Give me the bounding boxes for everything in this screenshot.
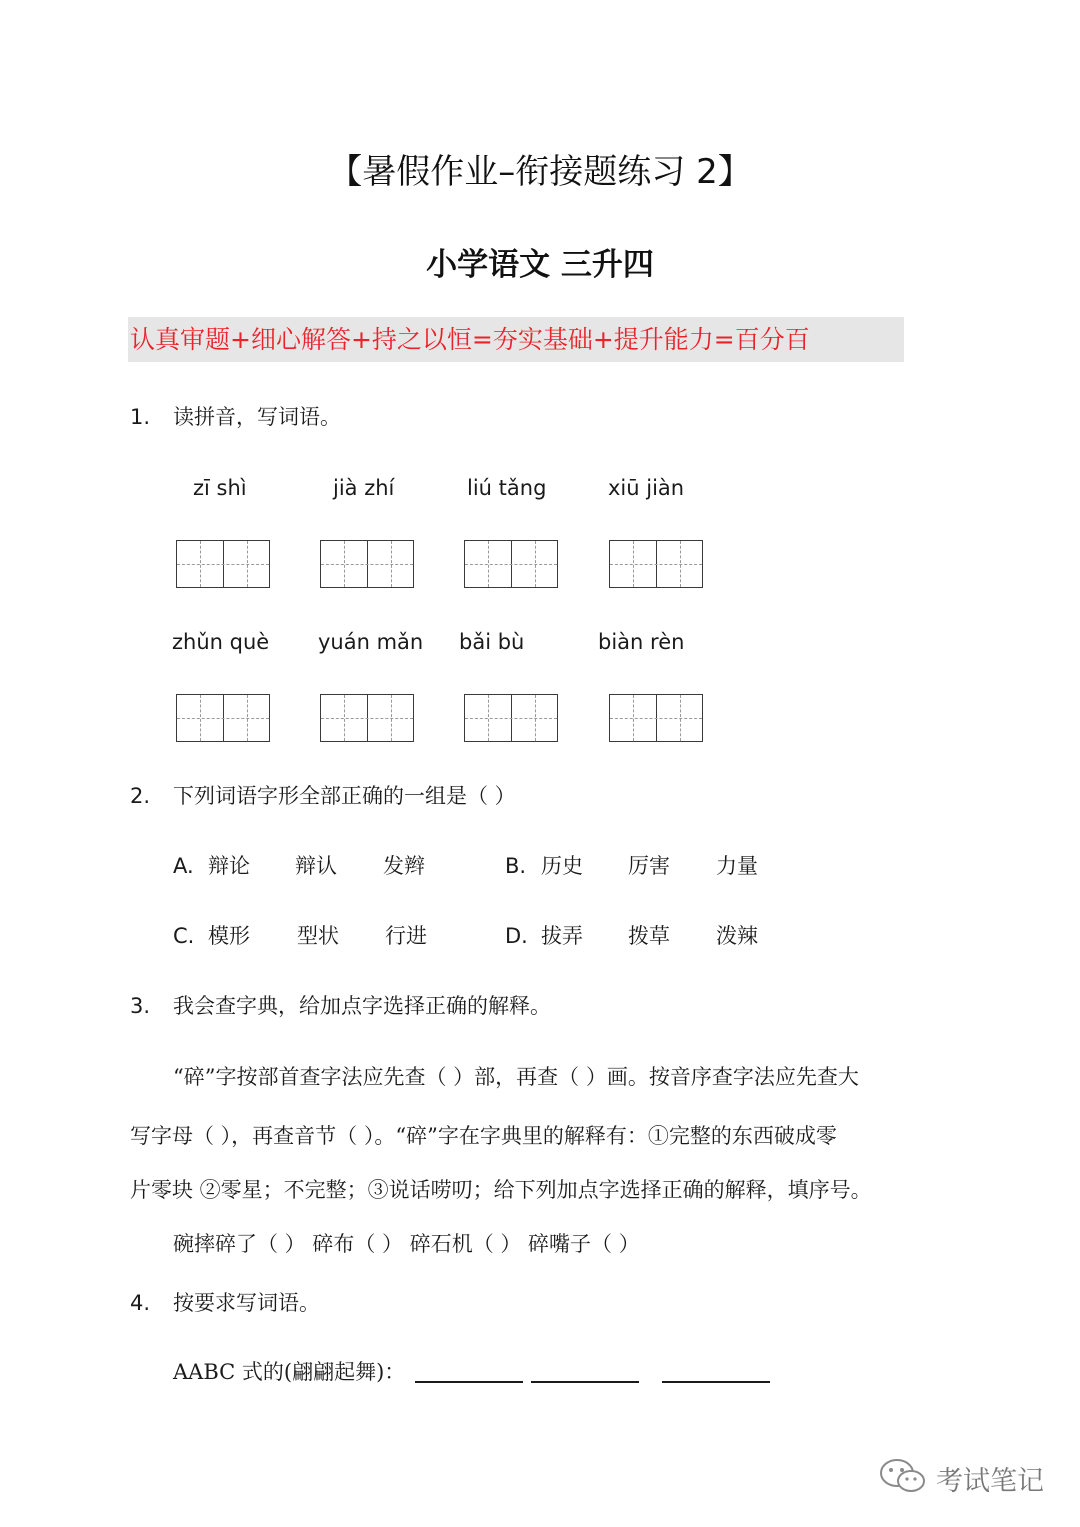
q2-option-c-word-3: 行进 — [385, 924, 427, 948]
q3-paragraph-line-1: “碎”字按部首查字法应先查（ ）部，再查（ ）画。按音序查字法应先查大 — [173, 1065, 859, 1089]
q3-paragraph-line-3: 片零块 ②零星；不完整；③说话唠叨；给下列加点字选择正确的解释，填序号。 — [130, 1178, 872, 1202]
wechat-logo-icon — [878, 1457, 928, 1499]
page-title: 【暑假作业–衔接题练习 2】 — [328, 152, 752, 192]
watermark-text: 考试笔记 — [936, 1465, 1044, 1497]
q1-writing-grid-6[interactable] — [320, 694, 414, 742]
q1-pinyin-5: zhǔn què — [172, 630, 270, 654]
q2-option-b-word-2: 厉害 — [628, 854, 670, 878]
q1-pinyin-1: zī shì — [193, 476, 247, 500]
q4-number: 4. — [130, 1291, 151, 1315]
q1-pinyin-7: bǎi bù — [459, 630, 525, 654]
q2-option-d-letter: D. — [505, 924, 528, 948]
q2-option-d-word-2: 拨草 — [628, 924, 670, 948]
q3-paragraph-line-2: 写字母（ ），再查音节（ ）。“碎”字在字典里的解释有：①完整的东西破成零 — [130, 1124, 837, 1148]
q2-option-a-word-1: 辩论 — [208, 854, 250, 878]
q2-option-d-word-3: 泼辣 — [716, 924, 758, 948]
q4-answer-blank-2[interactable] — [531, 1381, 639, 1383]
q1-pinyin-6: yuán mǎn — [318, 630, 424, 654]
q1-writing-grid-8[interactable] — [609, 694, 703, 742]
q2-option-c-word-2: 型状 — [297, 924, 339, 948]
q2-option-b-letter: B. — [505, 854, 527, 878]
q4-answer-blank-1[interactable] — [415, 1381, 523, 1383]
q3-number: 3. — [130, 994, 151, 1018]
q1-writing-grid-2[interactable] — [320, 540, 414, 588]
q1-writing-grid-1[interactable] — [176, 540, 270, 588]
q4-answer-blank-3[interactable] — [662, 1381, 770, 1383]
q1-writing-grid-4[interactable] — [609, 540, 703, 588]
q4-prompt: 按要求写词语。 — [173, 1291, 320, 1315]
q2-option-a-letter: A. — [173, 854, 194, 878]
q1-pinyin-2: jià zhí — [333, 476, 395, 500]
q1-writing-grid-5[interactable] — [176, 694, 270, 742]
q1-writing-grid-7[interactable] — [464, 694, 558, 742]
q2-option-c-letter: C. — [173, 924, 195, 948]
q2-option-b-word-1: 历史 — [541, 854, 583, 878]
q1-writing-grid-3[interactable] — [464, 540, 558, 588]
q2-option-b-word-3: 力量 — [716, 854, 758, 878]
q2-prompt: 下列词语字形全部正确的一组是（ ） — [173, 784, 516, 808]
q1-number: 1. — [130, 405, 151, 429]
q1-pinyin-4: xiū jiàn — [608, 476, 685, 500]
q2-number: 2. — [130, 784, 151, 808]
q3-exercise-line: 碗摔碎了（ ） 碎布（ ） 碎石机（ ） 碎嘴子（ ） — [173, 1232, 640, 1256]
q2-option-d-word-1: 拔弄 — [541, 924, 583, 948]
watermark — [878, 1458, 1044, 1498]
q4-aabc-label: AABC 式的(翩翩起舞)： — [173, 1360, 406, 1384]
q1-pinyin-8: biàn rèn — [598, 630, 685, 654]
motto-text: 认真审题+细心解答+持之以恒=夯实基础+提升能力=百分百 — [130, 325, 810, 354]
q2-option-a-word-2: 辩认 — [295, 854, 337, 878]
q2-option-a-word-3: 发辫 — [383, 854, 425, 878]
q1-pinyin-3: liú tǎng — [467, 476, 547, 500]
q2-option-c-word-1: 模形 — [208, 924, 250, 948]
q3-prompt: 我会查字典，给加点字选择正确的解释。 — [173, 994, 551, 1018]
page-subtitle: 小学语文 三升四 — [426, 247, 654, 283]
q1-prompt: 读拼音，写词语。 — [173, 405, 341, 429]
